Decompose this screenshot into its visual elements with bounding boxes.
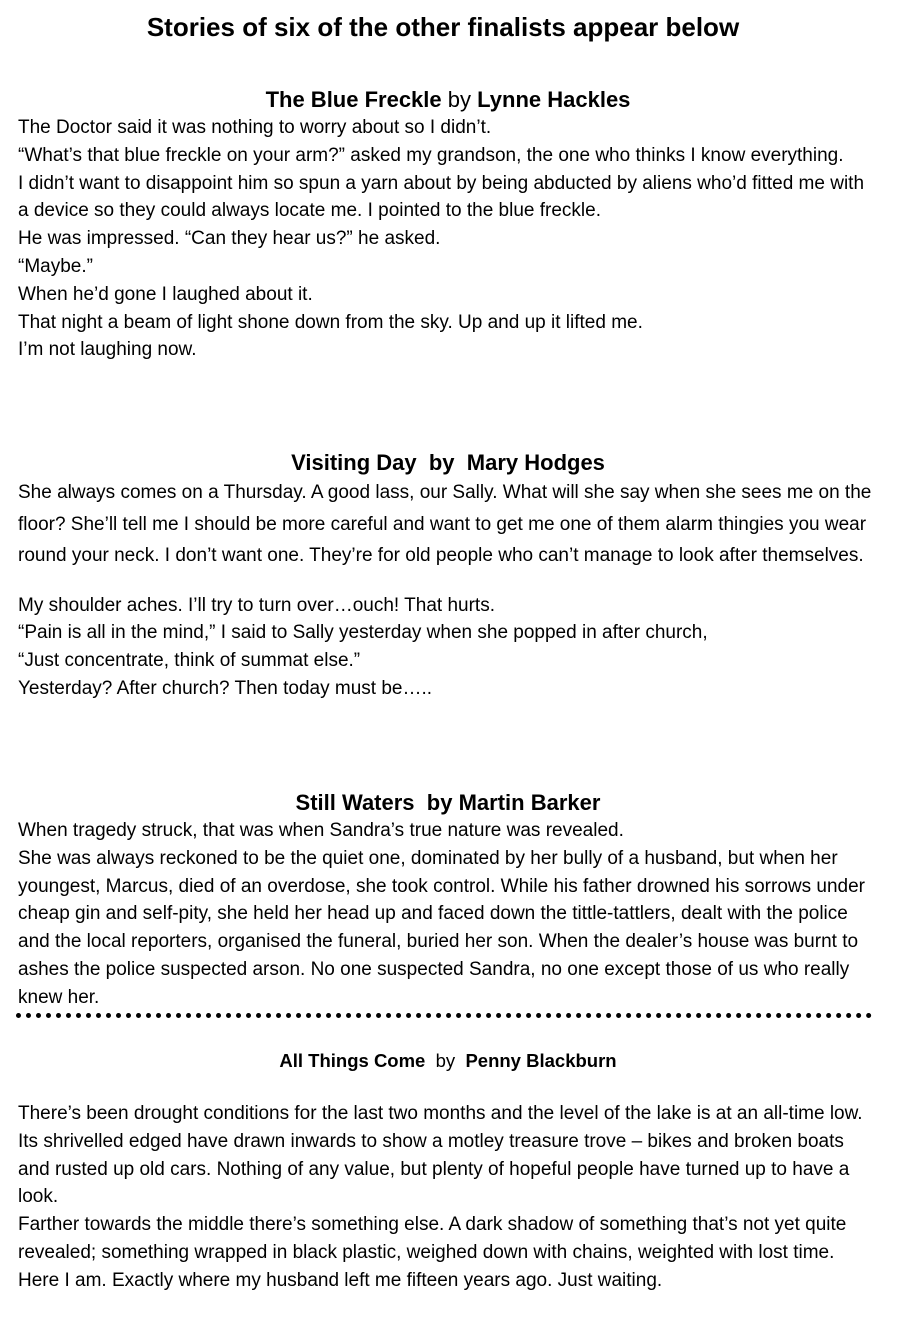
story-by: by	[447, 87, 472, 112]
story-paragraph: The Doctor said it was nothing to worry about so I didn’t.	[18, 117, 492, 138]
story-title-text: Still Waters	[295, 790, 415, 815]
story-by: by	[435, 1050, 456, 1071]
story-title	[18, 86, 878, 114]
story-still-waters	[18, 789, 878, 1012]
story-by: by	[426, 790, 453, 815]
story-title-text: The Blue Freckle	[265, 87, 442, 112]
story-blue-freckle	[18, 86, 878, 364]
story-paragraph: “What’s that blue freckle on your arm?” asked my grandson, the one who thinks I know everything.	[18, 144, 844, 166]
story-paragraph: When he’d gone I laughed about it.	[18, 283, 313, 305]
story-paragraph: I’m not laughing now.	[18, 339, 197, 361]
story-author: Lynne Hackles	[477, 87, 631, 112]
story-paragraph: He was impressed. “Can they hear us?” he asked.	[18, 228, 441, 250]
story-paragraph: “Just concentrate, think of summat else.”	[18, 650, 361, 672]
story-all-things-come	[18, 1048, 878, 1295]
story-title-text: Visiting Day	[291, 450, 417, 475]
story-paragraph: Farther towards the middle there’s something else. A dark shadow of something that’s not yet quite revealed; something wrapped in black plastic, weighed down with chains, weighted with lost time.	[18, 1214, 847, 1263]
story-title-text: All Things Come	[279, 1050, 426, 1071]
page-title: Stories of six of the other finalists appear below	[146, 12, 740, 42]
story-paragraph: “Pain is all in the mind,” I said to Sally yesterday when she popped in after church,	[18, 622, 708, 644]
story-paragraph: When tragedy struck, that was when Sandra’s true nature was revealed.	[18, 820, 624, 841]
story-author: Mary Hodges	[466, 450, 605, 475]
story-author: Penny Blackburn	[465, 1050, 617, 1071]
story-paragraph: That night a beam of light shone down from the sky. Up and up it lifted me.	[18, 311, 643, 333]
paragraph-gap	[18, 1074, 878, 1100]
story-paragraph: She always comes on a Thursday. A good lass, our Sally. What will she say when she sees me on the floor? She’ll tell me I should be more careful and want to get me one of them alarm thingies you wear round your neck. I don’t want one. They’re for old people who can’t manage to look after themselves.	[18, 482, 872, 566]
story-paragraph: Here I am. Exactly where my husband left me fifteen years ago. Just waiting.	[18, 1269, 663, 1291]
story-title	[18, 1048, 878, 1074]
paragraph-gap	[18, 572, 878, 592]
story-paragraph: There’s been drought conditions for the last two months and the level of the lake is at an all-time low. Its shrivelled edged have drawn inwards to show a motley treasure trove – bikes and broken boats and rusted up old cars. Nothing of any value, but plenty of hopeful people have turned up to have a look.	[18, 1103, 863, 1208]
story-by: by	[428, 450, 455, 475]
story-paragraph: She was always reckoned to be the quiet one, dominated by her bully of a husband, but when her youngest, Marcus, died of an overdose, she took control. While his father drowned his sorrows under cheap gin and self-pity, she held her head up and faced down the tittle-tattlers, dealt with the police and the local reporters, organised the funeral, buried her son. When the dealer’s house was burnt to ashes the police suspected arson. No one suspected Sandra, no one except those of us who really knew her.	[18, 847, 865, 1008]
story-paragraph: “Maybe.”	[18, 255, 93, 277]
story-paragraph: My shoulder aches. I’ll try to turn over…ouch! That hurts.	[18, 594, 495, 616]
story-title	[18, 449, 878, 477]
story-paragraph: I didn’t want to disappoint him so spun a yarn about by being abducted by aliens who’d fitted me with a device so they could always locate me. I pointed to the blue freckle.	[18, 172, 865, 222]
story-paragraph: Yesterday? After church? Then today must be…..	[18, 677, 433, 699]
story-visiting-day	[18, 449, 878, 703]
story-author: Martin Barker	[458, 790, 601, 815]
story-title	[18, 789, 878, 817]
dotted-divider	[16, 1013, 872, 1018]
